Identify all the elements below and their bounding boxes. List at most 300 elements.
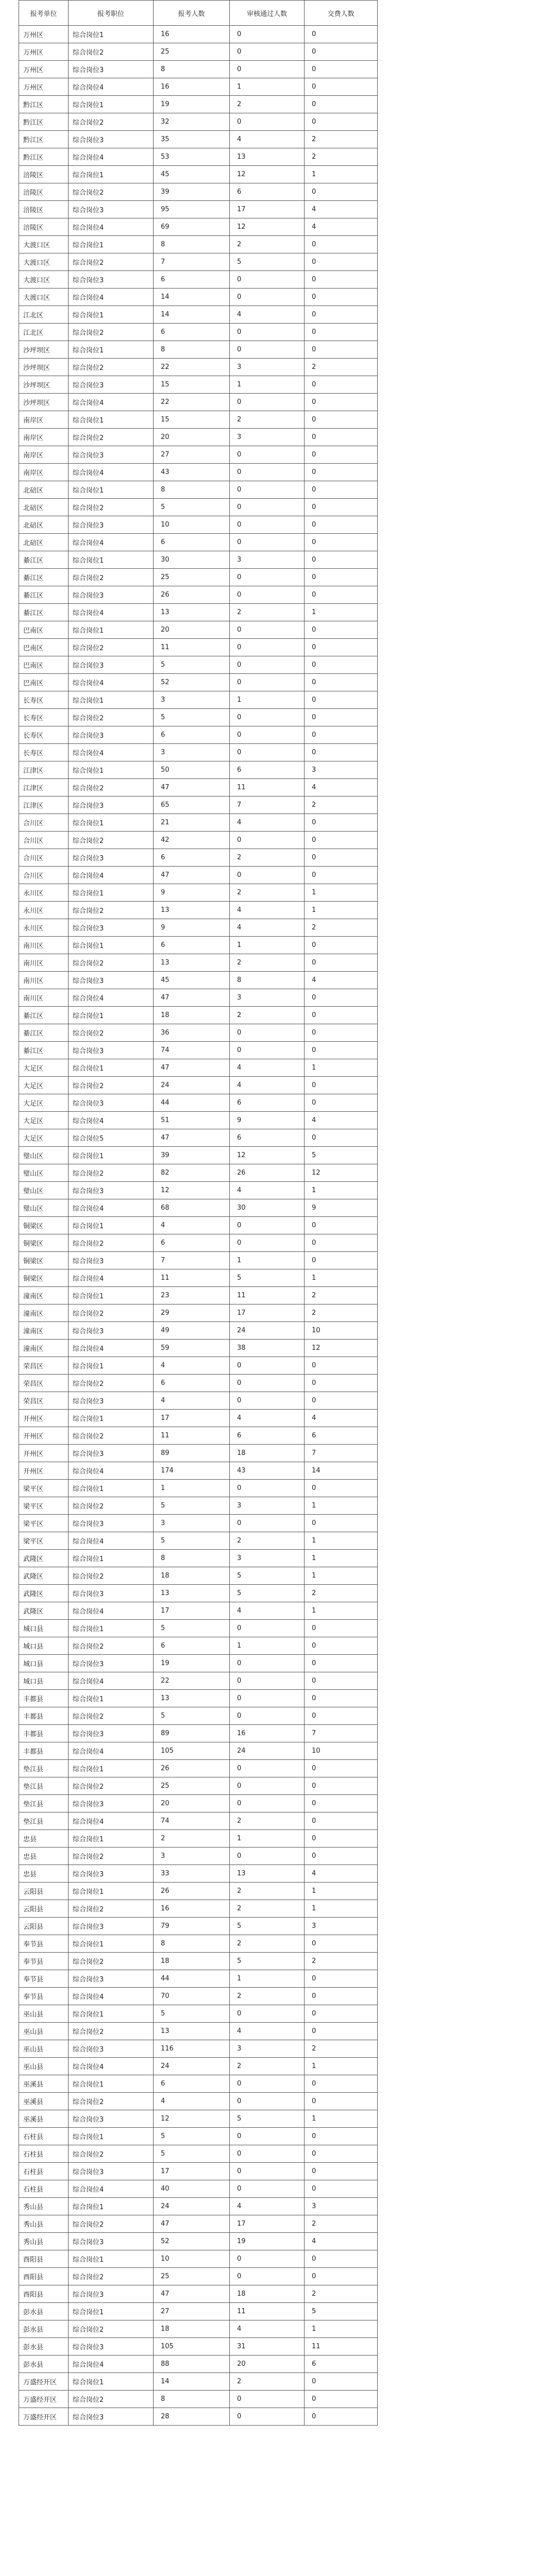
unit-cell: 沙坪坝区 <box>19 394 69 411</box>
paid-cell: 4 <box>305 201 378 218</box>
paid-cell: 0 <box>305 1988 378 2005</box>
position-cell: 综合岗位2 <box>69 832 154 849</box>
unit-cell: 潼南区 <box>19 1287 69 1304</box>
position-cell: 综合岗位4 <box>69 289 154 306</box>
unit-cell: 丰都县 <box>19 1742 69 1760</box>
unit-cell: 南川区 <box>19 937 69 954</box>
table-row <box>19 674 378 691</box>
unit-cell: 酉阳县 <box>19 2250 69 2268</box>
approved-cell: 8 <box>230 972 305 989</box>
table-row <box>19 236 378 253</box>
applicants-cell: 116 <box>154 2040 230 2058</box>
unit-cell: 巫溪县 <box>19 2075 69 2093</box>
approved-cell: 0 <box>230 2145 305 2163</box>
paid-cell: 6 <box>305 1427 378 1445</box>
table-row <box>19 2303 378 2320</box>
approved-cell: 3 <box>230 1550 305 1567</box>
table-row <box>19 761 378 779</box>
paid-cell: 10 <box>305 1742 378 1760</box>
position-cell: 综合岗位4 <box>69 1988 154 2005</box>
paid-cell: 0 <box>305 516 378 534</box>
unit-cell: 万州区 <box>19 61 69 78</box>
applicants-cell: 9 <box>154 884 230 902</box>
approved-cell: 2 <box>230 1988 305 2005</box>
applicants-cell: 5 <box>154 2128 230 2145</box>
unit-cell: 垫江县 <box>19 1795 69 1812</box>
position-cell: 综合岗位3 <box>69 201 154 218</box>
approved-cell: 5 <box>230 253 305 271</box>
approved-cell: 0 <box>230 1672 305 1690</box>
paid-cell: 0 <box>305 2268 378 2285</box>
table-row <box>19 1918 378 1935</box>
position-cell: 综合岗位1 <box>69 1620 154 1637</box>
approved-cell: 1 <box>230 376 305 394</box>
position-cell: 综合岗位2 <box>69 639 154 656</box>
paid-cell: 2 <box>305 919 378 937</box>
applicants-cell: 22 <box>154 1672 230 1690</box>
applicants-cell: 24 <box>154 2058 230 2075</box>
unit-cell: 綦江区 <box>19 604 69 621</box>
position-cell: 综合岗位4 <box>69 1340 154 1357</box>
table-row <box>19 989 378 1007</box>
approved-cell: 0 <box>230 2180 305 2198</box>
applicants-cell: 6 <box>154 1637 230 1655</box>
applicants-cell: 27 <box>154 2303 230 2320</box>
paid-cell: 10 <box>305 1322 378 1340</box>
paid-cell: 5 <box>305 2303 378 2320</box>
applicants-cell: 45 <box>154 972 230 989</box>
approved-cell: 0 <box>230 341 305 359</box>
table-body <box>19 26 378 2426</box>
approved-cell: 0 <box>230 832 305 849</box>
applicants-cell: 8 <box>154 481 230 499</box>
applicants-cell: 65 <box>154 796 230 814</box>
position-cell: 综合岗位2 <box>69 2023 154 2040</box>
approved-cell: 0 <box>230 1357 305 1375</box>
unit-cell: 大渡口区 <box>19 271 69 289</box>
unit-cell: 黔江区 <box>19 148 69 166</box>
approved-cell: 0 <box>230 2128 305 2145</box>
table-row <box>19 289 378 306</box>
paid-cell: 11 <box>305 2338 378 2355</box>
table-row <box>19 2128 378 2145</box>
unit-cell: 黔江区 <box>19 96 69 113</box>
position-cell: 综合岗位2 <box>69 359 154 376</box>
position-cell: 综合岗位4 <box>69 867 154 884</box>
paid-cell: 7 <box>305 1445 378 1462</box>
registration-statistics-table <box>19 0 378 2426</box>
table-row <box>19 902 378 919</box>
unit-cell: 开州区 <box>19 1410 69 1427</box>
paid-cell: 4 <box>305 218 378 236</box>
position-cell: 综合岗位3 <box>69 1918 154 1935</box>
applicants-cell: 47 <box>154 779 230 796</box>
paid-cell: 0 <box>305 2163 378 2180</box>
table-row <box>19 937 378 954</box>
table-row <box>19 1007 378 1024</box>
position-cell: 综合岗位3 <box>69 1585 154 1602</box>
position-cell: 综合岗位4 <box>69 1742 154 1760</box>
position-cell: 综合岗位2 <box>69 2320 154 2338</box>
paid-cell: 0 <box>305 376 378 394</box>
applicants-cell: 29 <box>154 1304 230 1322</box>
applicants-cell: 1 <box>154 1480 230 1497</box>
paid-cell: 3 <box>305 1918 378 1935</box>
position-cell: 综合岗位3 <box>69 61 154 78</box>
applicants-cell: 26 <box>154 1760 230 1777</box>
applicants-cell: 8 <box>154 2391 230 2408</box>
paid-cell: 0 <box>305 551 378 569</box>
applicants-cell: 6 <box>154 324 230 341</box>
unit-cell: 丰都县 <box>19 1707 69 1725</box>
paid-cell: 0 <box>305 1094 378 1112</box>
unit-cell: 璧山区 <box>19 1182 69 1199</box>
position-cell: 综合岗位2 <box>69 1707 154 1725</box>
table-row <box>19 499 378 516</box>
applicants-cell: 47 <box>154 2215 230 2233</box>
paid-cell: 0 <box>305 569 378 586</box>
unit-cell: 大渡口区 <box>19 236 69 253</box>
paid-cell: 0 <box>305 1129 378 1147</box>
unit-cell: 涪陵区 <box>19 183 69 201</box>
table-row <box>19 2093 378 2110</box>
applicants-cell: 13 <box>154 1690 230 1707</box>
applicants-cell: 13 <box>154 902 230 919</box>
unit-cell: 沙坪坝区 <box>19 359 69 376</box>
paid-cell: 0 <box>305 2145 378 2163</box>
approved-cell: 0 <box>230 744 305 761</box>
applicants-cell: 9 <box>154 919 230 937</box>
unit-cell: 忠县 <box>19 1830 69 1848</box>
unit-cell: 彭水县 <box>19 2320 69 2338</box>
position-cell: 综合岗位3 <box>69 2233 154 2250</box>
paid-cell: 0 <box>305 1392 378 1410</box>
unit-cell: 合川区 <box>19 814 69 832</box>
table-row <box>19 78 378 96</box>
unit-cell: 璧山区 <box>19 1147 69 1164</box>
approved-cell: 6 <box>230 183 305 201</box>
applicants-cell: 11 <box>154 1269 230 1287</box>
approved-cell: 13 <box>230 1865 305 1883</box>
applicants-cell: 7 <box>154 1252 230 1269</box>
header-approved: 审核通过人数 <box>230 1 305 26</box>
table-row <box>19 1953 378 1970</box>
unit-cell: 潼南区 <box>19 1340 69 1357</box>
paid-cell: 0 <box>305 394 378 411</box>
approved-cell: 4 <box>230 902 305 919</box>
position-cell: 综合岗位4 <box>69 2058 154 2075</box>
position-cell: 综合岗位1 <box>69 1830 154 1848</box>
position-cell: 综合岗位1 <box>69 621 154 639</box>
paid-cell: 1 <box>305 1550 378 1567</box>
approved-cell: 2 <box>230 884 305 902</box>
unit-cell: 綦江区 <box>19 551 69 569</box>
header-unit: 报考单位 <box>19 1 69 26</box>
paid-cell: 0 <box>305 96 378 113</box>
applicants-cell: 39 <box>154 183 230 201</box>
paid-cell: 0 <box>305 1707 378 1725</box>
applicants-cell: 5 <box>154 1620 230 1637</box>
unit-cell: 綦江区 <box>19 1042 69 1059</box>
approved-cell: 4 <box>230 2023 305 2040</box>
paid-cell: 1 <box>305 1532 378 1550</box>
unit-cell: 荣昌区 <box>19 1392 69 1410</box>
paid-cell: 7 <box>305 1725 378 1742</box>
position-cell: 综合岗位3 <box>69 972 154 989</box>
applicants-cell: 47 <box>154 1059 230 1077</box>
position-cell: 综合岗位3 <box>69 2408 154 2426</box>
table-row <box>19 656 378 674</box>
table-row <box>19 481 378 499</box>
table-row <box>19 1182 378 1199</box>
table-row <box>19 867 378 884</box>
applicants-cell: 47 <box>154 2285 230 2303</box>
applicants-cell: 17 <box>154 2163 230 2180</box>
unit-cell: 黔江区 <box>19 131 69 148</box>
paid-cell: 14 <box>305 1462 378 1480</box>
approved-cell: 0 <box>230 674 305 691</box>
applicants-cell: 4 <box>154 1392 230 1410</box>
unit-cell: 铜梁区 <box>19 1217 69 1234</box>
paid-cell: 0 <box>305 639 378 656</box>
approved-cell: 5 <box>230 2110 305 2128</box>
position-cell: 综合岗位3 <box>69 1252 154 1269</box>
table-row <box>19 1340 378 1357</box>
applicants-cell: 88 <box>154 2355 230 2373</box>
applicants-cell: 70 <box>154 1988 230 2005</box>
position-cell: 综合岗位3 <box>69 1865 154 1883</box>
approved-cell: 6 <box>230 1427 305 1445</box>
approved-cell: 4 <box>230 2320 305 2338</box>
table-row <box>19 1637 378 1655</box>
applicants-cell: 79 <box>154 1918 230 1935</box>
paid-cell: 1 <box>305 1182 378 1199</box>
unit-cell: 城口县 <box>19 1637 69 1655</box>
approved-cell: 2 <box>230 604 305 621</box>
unit-cell: 江津区 <box>19 761 69 779</box>
table-row <box>19 1812 378 1830</box>
position-cell: 综合岗位1 <box>69 2075 154 2093</box>
applicants-cell: 2 <box>154 1830 230 1848</box>
paid-cell: 2 <box>305 359 378 376</box>
paid-cell: 2 <box>305 1287 378 1304</box>
applicants-cell: 16 <box>154 26 230 43</box>
table-row <box>19 341 378 359</box>
position-cell: 综合岗位2 <box>69 1497 154 1515</box>
position-cell: 综合岗位1 <box>69 236 154 253</box>
position-cell: 综合岗位2 <box>69 1953 154 1970</box>
applicants-cell: 44 <box>154 1094 230 1112</box>
unit-cell: 綦江区 <box>19 1007 69 1024</box>
table-row <box>19 1602 378 1620</box>
applicants-cell: 74 <box>154 1042 230 1059</box>
position-cell: 综合岗位3 <box>69 2285 154 2303</box>
applicants-cell: 5 <box>154 1707 230 1725</box>
paid-cell: 4 <box>305 2233 378 2250</box>
applicants-cell: 16 <box>154 78 230 96</box>
table-row <box>19 166 378 183</box>
table-row <box>19 849 378 867</box>
position-cell: 综合岗位4 <box>69 394 154 411</box>
position-cell: 综合岗位3 <box>69 271 154 289</box>
unit-cell: 黔江区 <box>19 113 69 131</box>
unit-cell: 南川区 <box>19 989 69 1007</box>
paid-cell: 2 <box>305 1304 378 1322</box>
table-row <box>19 2338 378 2355</box>
unit-cell: 奉节县 <box>19 1935 69 1953</box>
position-cell: 综合岗位4 <box>69 78 154 96</box>
position-cell: 综合岗位2 <box>69 113 154 131</box>
approved-cell: 0 <box>230 1217 305 1234</box>
table-row <box>19 709 378 726</box>
paid-cell: 0 <box>305 324 378 341</box>
position-cell: 综合岗位4 <box>69 2355 154 2373</box>
approved-cell: 0 <box>230 43 305 61</box>
applicants-cell: 26 <box>154 1883 230 1900</box>
position-cell: 综合岗位4 <box>69 604 154 621</box>
approved-cell: 3 <box>230 551 305 569</box>
approved-cell: 4 <box>230 306 305 324</box>
paid-cell: 5 <box>305 1147 378 1164</box>
table-row <box>19 1532 378 1550</box>
applicants-cell: 14 <box>154 2373 230 2391</box>
position-cell: 综合岗位2 <box>69 1900 154 1918</box>
table-row <box>19 113 378 131</box>
paid-cell: 1 <box>305 166 378 183</box>
applicants-cell: 18 <box>154 1953 230 1970</box>
unit-cell: 梁平区 <box>19 1480 69 1497</box>
paid-cell: 1 <box>305 1059 378 1077</box>
unit-cell: 大足区 <box>19 1077 69 1094</box>
paid-cell: 0 <box>305 1480 378 1497</box>
unit-cell: 开州区 <box>19 1462 69 1480</box>
position-cell: 综合岗位3 <box>69 1094 154 1112</box>
table-row <box>19 1795 378 1812</box>
approved-cell: 19 <box>230 2233 305 2250</box>
table-row <box>19 1112 378 1129</box>
applicants-cell: 10 <box>154 516 230 534</box>
table-row <box>19 148 378 166</box>
unit-cell: 梁平区 <box>19 1497 69 1515</box>
table-row <box>19 253 378 271</box>
paid-cell: 0 <box>305 306 378 324</box>
unit-cell: 南岸区 <box>19 429 69 446</box>
applicants-cell: 105 <box>154 2338 230 2355</box>
approved-cell: 0 <box>230 113 305 131</box>
unit-cell: 南川区 <box>19 972 69 989</box>
table-row <box>19 2110 378 2128</box>
paid-cell: 1 <box>305 1497 378 1515</box>
approved-cell: 0 <box>230 1655 305 1672</box>
paid-cell: 0 <box>305 814 378 832</box>
approved-cell: 4 <box>230 131 305 148</box>
paid-cell: 0 <box>305 954 378 972</box>
approved-cell: 5 <box>230 1918 305 1935</box>
unit-cell: 綦江区 <box>19 586 69 604</box>
table-row <box>19 779 378 796</box>
paid-cell: 0 <box>305 1777 378 1795</box>
unit-cell: 合川区 <box>19 867 69 884</box>
position-cell: 综合岗位1 <box>69 1690 154 1707</box>
table-row <box>19 1129 378 1147</box>
position-cell: 综合岗位3 <box>69 446 154 464</box>
unit-cell: 秀山县 <box>19 2198 69 2215</box>
unit-cell: 江北区 <box>19 306 69 324</box>
position-cell: 综合岗位1 <box>69 1760 154 1777</box>
unit-cell: 永川区 <box>19 902 69 919</box>
table-row <box>19 516 378 534</box>
table-row <box>19 1690 378 1707</box>
approved-cell: 5 <box>230 1269 305 1287</box>
table-row <box>19 1252 378 1269</box>
approved-cell: 0 <box>230 2075 305 2093</box>
unit-cell: 武隆区 <box>19 1567 69 1585</box>
position-cell: 综合岗位3 <box>69 1725 154 1742</box>
table-row <box>19 884 378 902</box>
applicants-cell: 74 <box>154 1812 230 1830</box>
approved-cell: 9 <box>230 1112 305 1129</box>
position-cell: 综合岗位4 <box>69 534 154 551</box>
table-row <box>19 1830 378 1848</box>
unit-cell: 长寿区 <box>19 726 69 744</box>
paid-cell: 0 <box>305 691 378 709</box>
table-row <box>19 1392 378 1410</box>
approved-cell: 4 <box>230 1410 305 1427</box>
approved-cell: 0 <box>230 1392 305 1410</box>
table-row <box>19 1620 378 1637</box>
approved-cell: 0 <box>230 1024 305 1042</box>
applicants-cell: 4 <box>154 1217 230 1234</box>
table-row <box>19 534 378 551</box>
applicants-cell: 6 <box>154 849 230 867</box>
unit-cell: 垫江县 <box>19 1777 69 1795</box>
paid-cell: 12 <box>305 1164 378 1182</box>
unit-cell: 城口县 <box>19 1655 69 1672</box>
unit-cell: 铜梁区 <box>19 1234 69 1252</box>
approved-cell: 0 <box>230 534 305 551</box>
position-cell: 综合岗位5 <box>69 1129 154 1147</box>
paid-cell: 0 <box>305 1217 378 1234</box>
approved-cell: 1 <box>230 1830 305 1848</box>
applicants-cell: 8 <box>154 1550 230 1567</box>
applicants-cell: 15 <box>154 376 230 394</box>
unit-cell: 酉阳县 <box>19 2285 69 2303</box>
applicants-cell: 12 <box>154 1182 230 1199</box>
unit-cell: 沙坪坝区 <box>19 376 69 394</box>
position-cell: 综合岗位2 <box>69 1637 154 1655</box>
applicants-cell: 20 <box>154 621 230 639</box>
position-cell: 综合岗位2 <box>69 569 154 586</box>
unit-cell: 长寿区 <box>19 691 69 709</box>
unit-cell: 綦江区 <box>19 569 69 586</box>
position-cell: 综合岗位4 <box>69 218 154 236</box>
table-row <box>19 1480 378 1497</box>
unit-cell: 璧山区 <box>19 1164 69 1182</box>
unit-cell: 南岸区 <box>19 411 69 429</box>
table-row <box>19 919 378 937</box>
position-cell: 综合岗位1 <box>69 1935 154 1953</box>
approved-cell: 0 <box>230 1480 305 1497</box>
position-cell: 综合岗位4 <box>69 1269 154 1287</box>
table-row <box>19 2320 378 2338</box>
position-cell: 综合岗位3 <box>69 849 154 867</box>
applicants-cell: 13 <box>154 954 230 972</box>
unit-cell: 开州区 <box>19 1427 69 1445</box>
paid-cell: 2 <box>305 131 378 148</box>
paid-cell: 1 <box>305 1602 378 1620</box>
unit-cell: 奉节县 <box>19 1953 69 1970</box>
paid-cell: 0 <box>305 1935 378 1953</box>
